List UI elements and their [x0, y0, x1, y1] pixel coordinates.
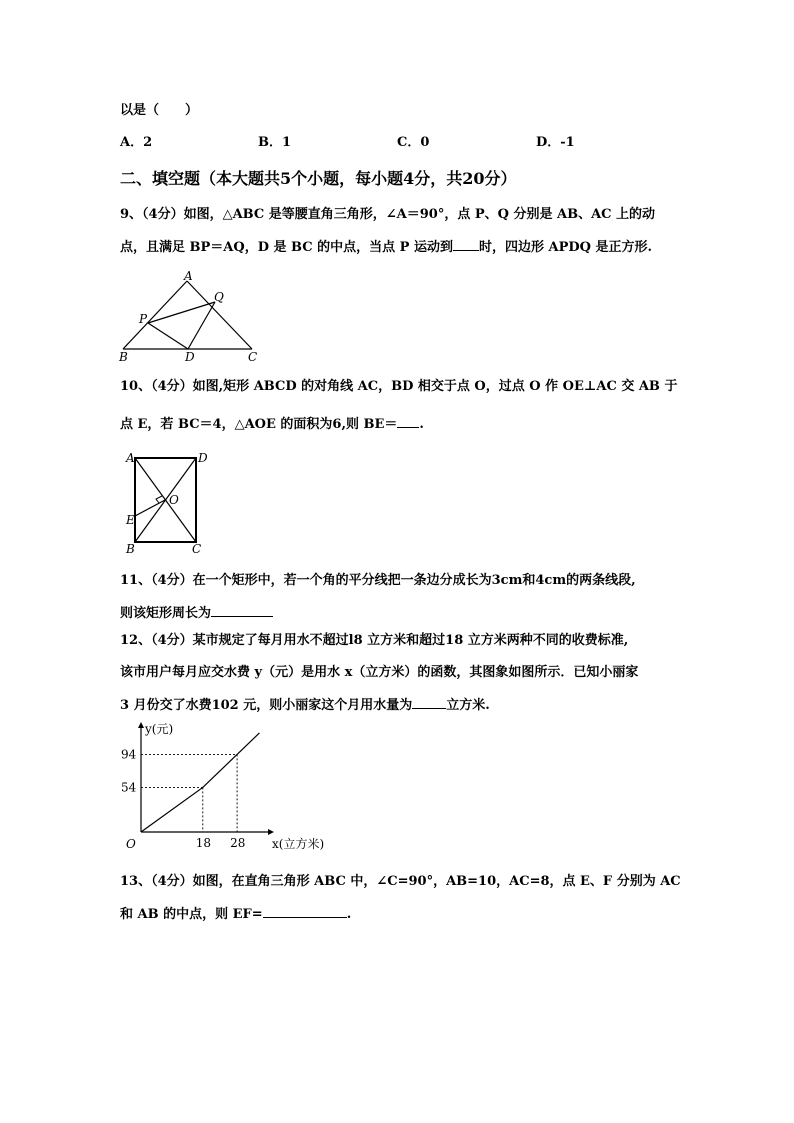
q9-label-q: Q	[214, 290, 224, 304]
q12-answer-blank[interactable]	[412, 696, 446, 709]
q10-text-b: .	[419, 417, 424, 432]
x-tick-label: 18	[195, 836, 212, 850]
q13-text-a: 和 AB 的中点，则 EF=	[120, 907, 263, 922]
q10-answer-blank[interactable]	[397, 415, 419, 428]
q13-line1: 13、（4分）如图，在直角三角形 ABC 中，∠C=90°，AB=10，AC=8，点 E、F 分别为 AC	[120, 874, 681, 889]
q10-line1: 10、（4分）如图,矩形 ABCD 的对角线 AC，BD 相交于点 O，过点 O 作 OE⊥AC 交 AB 于	[120, 379, 678, 394]
q13-line2	[120, 905, 351, 924]
q11-line2	[120, 604, 273, 623]
q8-option-b: B．1	[258, 135, 292, 150]
q13-answer-blank[interactable]	[263, 905, 347, 918]
q9-label-c: C	[248, 350, 258, 364]
q10-line2	[120, 415, 424, 434]
q9-text-a: 点，且满足 BP＝AQ，D 是 BC 的中点，当点 P 运动到	[120, 240, 453, 255]
q9-label-a: A	[184, 269, 193, 283]
q10-label-o: O	[169, 493, 179, 507]
q9-label-p: P	[139, 312, 148, 326]
y-axis-label: y(元)	[145, 722, 174, 736]
q12-line3	[120, 696, 490, 715]
q8-option-a: A．2	[120, 135, 153, 150]
q11-text: 则该矩形周长为	[120, 606, 212, 621]
y-tick-label: 94	[121, 747, 137, 762]
q10-label-a: A	[126, 451, 135, 465]
q12-text-b: 立方米.	[446, 698, 490, 713]
q9-label-d: D	[185, 350, 195, 364]
origin-label: O	[126, 837, 136, 851]
q11-answer-blank[interactable]	[211, 604, 273, 617]
q8-option-d: D．-1	[536, 135, 575, 150]
section-2-heading: 二、填空题（本大题共5个小题，每小题4分，共20分）	[120, 169, 517, 188]
y-axis-arrow	[138, 722, 144, 728]
q9-side-ab	[123, 281, 187, 349]
q8-tail: 以是（ ）	[120, 103, 199, 118]
q9-triangle-figure	[112, 268, 272, 364]
q8-option-c: C．0	[397, 135, 430, 150]
q13-text-b: .	[346, 907, 352, 922]
q10-label-d: D	[198, 451, 208, 465]
q10-label-b: B	[126, 542, 135, 556]
q10-label-c: C	[192, 542, 202, 556]
y-tick-label: 54	[121, 780, 137, 795]
q9-label-b: B	[119, 350, 128, 364]
q10-label-e: E	[126, 513, 135, 527]
q9-segment-pd	[148, 323, 188, 349]
x-axis-label: x(立方米)	[272, 837, 325, 851]
q9-line2	[120, 238, 652, 257]
q12-water-fee-chart	[110, 720, 340, 860]
q10-segment-oe	[135, 500, 165, 516]
q9-line1: 9、（4分）如图，△ABC 是等腰直角三角形，∠A＝90°，点 P、Q 分别是 AB、AC 上的动	[120, 207, 656, 222]
q11-line1: 11、（4分）在一个矩形中，若一个角的平分线把一条边分成长为3cm和4cm的两条线段,	[120, 573, 636, 588]
q10-rectangle-figure	[120, 448, 216, 556]
q12-line1: 12、（4分）某市规定了每月用水不超过l8 立方米和超过18 立方米两种不同的收费标准,	[120, 633, 629, 648]
q9-text-b: 时，四边形 APDQ 是正方形.	[478, 240, 653, 255]
q12-line2: 该市用户每月应交水费 y（元）是用水 x（立方米）的函数，其图象如图所示．已知小丽家	[120, 665, 639, 680]
q12-text-a: 3 月份交了水费102 元，则小丽家这个月用水量为	[120, 698, 413, 713]
x-axis-arrow	[268, 829, 274, 835]
x-tick-label: 28	[230, 836, 246, 850]
q9-answer-blank[interactable]	[453, 238, 479, 251]
series-line	[141, 733, 259, 832]
q10-text-a: 点 E，若 BC＝4，△AOE 的面积为6,则 BE＝	[120, 417, 398, 432]
